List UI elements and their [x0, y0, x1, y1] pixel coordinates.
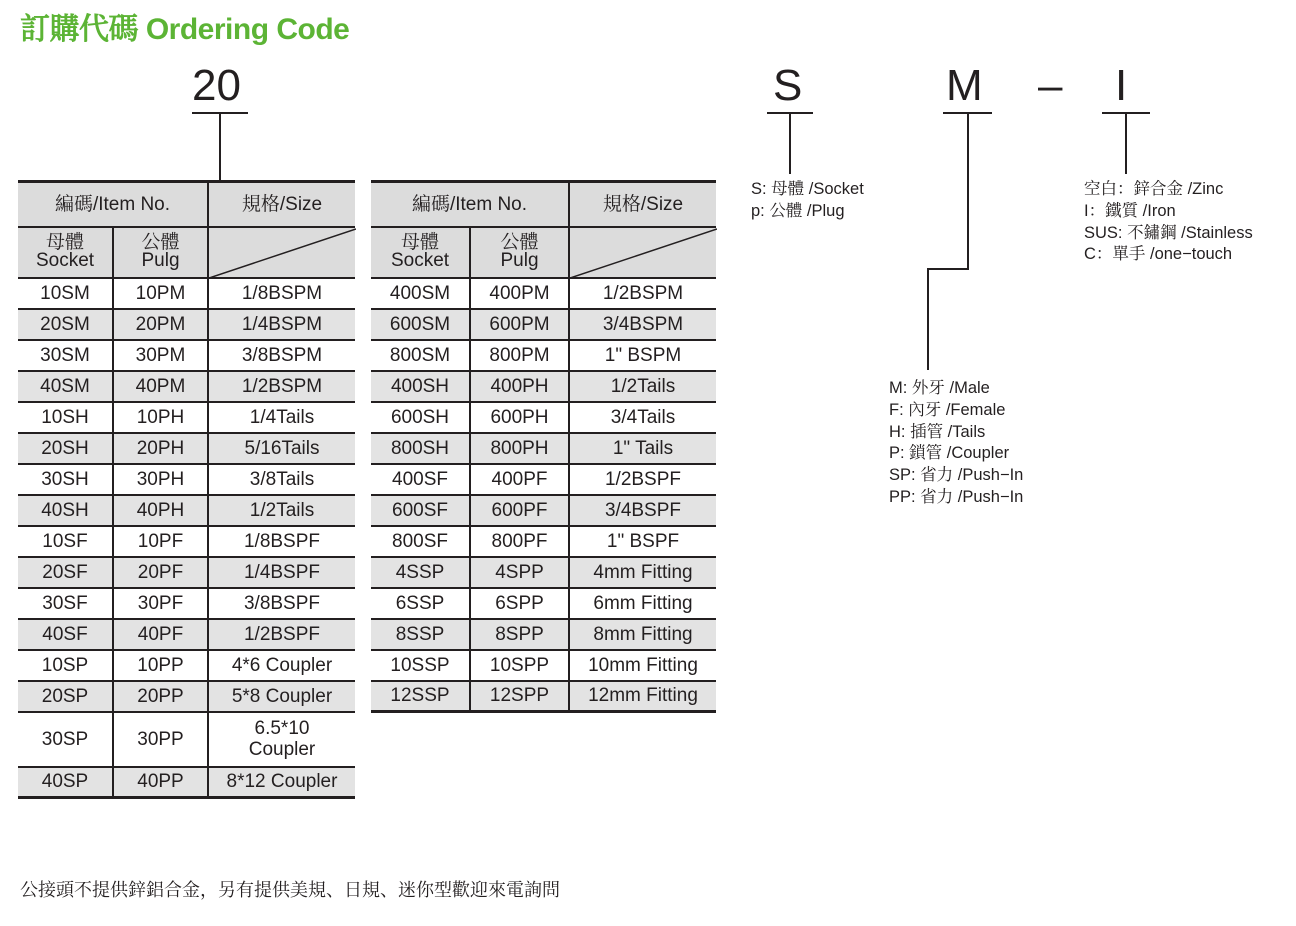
cell-socket-code: 10SF	[18, 526, 113, 557]
legend-m-item: P: 鎖管 /Coupler	[889, 444, 1010, 463]
table-row	[371, 340, 716, 371]
legend-m-item: SP: 省力 /Push−In	[889, 466, 1024, 485]
cell-socket-code: 6SSP	[371, 588, 470, 619]
cell-size: 1" BSPF	[569, 526, 716, 557]
cell-size: 1" BSPM	[569, 340, 716, 371]
legend-m-item: PP: 省力 /Push−In	[889, 487, 1024, 506]
cell-size: 3/8BSPM	[208, 340, 355, 371]
cell-size: 4*6 Coupler	[208, 650, 355, 681]
cell-plug-code: 400PH	[470, 371, 569, 402]
cell-size: 3/4Tails	[569, 402, 716, 433]
legend-s-item: p: 公體 /Plug	[751, 201, 845, 220]
cell-size: 6mm Fitting	[569, 588, 716, 619]
legend-material	[1084, 179, 1253, 266]
cell-plug-code: 12SPP	[470, 681, 569, 712]
cell-size: 1/4Tails	[208, 402, 355, 433]
cell-plug-code: 30PF	[113, 588, 208, 619]
cell-size: 1/2BSPM	[569, 278, 716, 309]
cell-socket-code: 40SF	[18, 619, 113, 650]
cell-socket-code: 20SF	[18, 557, 113, 588]
cell-size: 3/4BSPF	[569, 495, 716, 526]
cell-plug-code: 400PF	[470, 464, 569, 495]
cell-size: 3/4BSPM	[569, 309, 716, 340]
cell-size: 1/2BSPF	[208, 619, 355, 650]
cell-plug-code: 20PP	[113, 681, 208, 712]
diagonal-line	[209, 228, 356, 279]
cell-size: 8*12 Coupler	[208, 767, 355, 798]
table-row	[371, 650, 716, 681]
header-socket	[371, 227, 470, 278]
table-row	[371, 371, 716, 402]
cell-plug-code: 10PP	[113, 650, 208, 681]
table-row	[371, 681, 716, 712]
cell-size: 3/8BSPF	[208, 588, 355, 619]
header-plug	[113, 227, 208, 278]
table-row	[371, 588, 716, 619]
cell-socket-code: 30SH	[18, 464, 113, 495]
footnote: 公接頭不提供鋅鋁合金，另有提供美規、日規、迷你型歡迎來電詢問	[20, 880, 560, 900]
cell-size: 5/16Tails	[208, 433, 355, 464]
cell-plug-code: 40PP	[113, 767, 208, 798]
cell-plug-code: 20PM	[113, 309, 208, 340]
code-size-number: 20	[192, 61, 241, 110]
cell-plug-code: 10PH	[113, 402, 208, 433]
header-plug-zh: 公體	[141, 232, 180, 253]
cell-socket-code: 8SSP	[371, 619, 470, 650]
cell-size: 1/2Tails	[208, 495, 355, 526]
cell-socket-code: 800SF	[371, 526, 470, 557]
cell-size: 12mm Fitting	[569, 681, 716, 712]
legend-i-item: 空白：鋅合金 /Zinc	[1084, 180, 1224, 198]
table-row	[18, 767, 355, 798]
cell-socket-code: 20SH	[18, 433, 113, 464]
table-row	[371, 619, 716, 650]
cell-socket-code: 20SM	[18, 309, 113, 340]
header-plug-zh: 公體	[500, 232, 539, 253]
cell-plug-code: 20PH	[113, 433, 208, 464]
table-row	[18, 309, 355, 340]
header-socket-en: Socket	[35, 250, 95, 271]
cell-socket-code: 4SSP	[371, 557, 470, 588]
header-socket	[18, 227, 113, 278]
table-row	[18, 650, 355, 681]
code-m-connector-bend	[927, 268, 969, 270]
code-s-letter: S	[773, 61, 803, 110]
legend-m-item: H: 插管 /Tails	[889, 422, 986, 441]
table-row	[18, 557, 355, 588]
table-row	[18, 712, 355, 767]
cell-socket-code: 10SH	[18, 402, 113, 433]
cell-plug-code: 20PF	[113, 557, 208, 588]
cell-size: 4mm Fitting	[569, 557, 716, 588]
cell-plug-code: 30PP	[113, 712, 208, 767]
header-size: 規格/Size	[569, 182, 716, 227]
code-i-connector	[1125, 112, 1127, 174]
cell-plug-code: 30PM	[113, 340, 208, 371]
table-row	[371, 495, 716, 526]
cell-socket-code: 40SP	[18, 767, 113, 798]
legend-s-item: S: 母體 /Socket	[751, 180, 864, 198]
cell-socket-code: 600SM	[371, 309, 470, 340]
table-row	[18, 278, 355, 309]
header-plug	[470, 227, 569, 278]
table-row	[18, 433, 355, 464]
cell-plug-code: 4SPP	[470, 557, 569, 588]
code-s-connector	[789, 112, 791, 174]
cell-socket-code: 30SM	[18, 340, 113, 371]
cell-size: 1/2BSPF	[569, 464, 716, 495]
code-size-connector	[219, 112, 221, 182]
cell-socket-code: 400SM	[371, 278, 470, 309]
cell-size: 1/8BSPF	[208, 526, 355, 557]
cell-size: 1/2Tails	[569, 371, 716, 402]
legend-m-item: M: 外牙 /Male	[889, 379, 990, 397]
cell-plug-code: 600PH	[470, 402, 569, 433]
cell-socket-code: 400SF	[371, 464, 470, 495]
table-row	[18, 526, 355, 557]
code-m-connector-drop	[927, 268, 929, 370]
cell-plug-code: 30PH	[113, 464, 208, 495]
cell-socket-code: 40SH	[18, 495, 113, 526]
table-row	[18, 371, 355, 402]
cell-size: 1/2BSPM	[208, 371, 355, 402]
cell-socket-code: 800SH	[371, 433, 470, 464]
table-row	[18, 495, 355, 526]
code-dash: –	[1038, 61, 1063, 110]
code-i-letter: I	[1115, 61, 1128, 110]
table-row	[18, 340, 355, 371]
header-item-no: 編碼/Item No.	[18, 182, 208, 227]
table-row	[18, 464, 355, 495]
ordering-table-right	[371, 180, 716, 713]
header-diagonal-cell	[208, 227, 355, 278]
table-row	[371, 557, 716, 588]
cell-plug-code: 800PH	[470, 433, 569, 464]
cell-size: 3/8Tails	[208, 464, 355, 495]
cell-size: 8mm Fitting	[569, 619, 716, 650]
cell-socket-code: 40SM	[18, 371, 113, 402]
table-row	[371, 433, 716, 464]
code-m-letter: M	[946, 61, 983, 110]
header-plug-en: Pulg	[500, 250, 539, 271]
cell-plug-code: 800PM	[470, 340, 569, 371]
cell-size: 1/4BSPM	[208, 309, 355, 340]
cell-plug-code: 10PF	[113, 526, 208, 557]
table-row	[18, 402, 355, 433]
cell-socket-code: 10SM	[18, 278, 113, 309]
cell-plug-code: 40PF	[113, 619, 208, 650]
cell-socket-code: 20SP	[18, 681, 113, 712]
cell-socket-code: 10SSP	[371, 650, 470, 681]
legend-socket-plug	[751, 179, 864, 223]
table-row	[371, 278, 716, 309]
table-row	[18, 681, 355, 712]
cell-socket-code: 30SP	[18, 712, 113, 767]
cell-plug-code: 40PH	[113, 495, 208, 526]
legend-i-item: C：單手 /one−touch	[1084, 245, 1233, 264]
legend-connection-type	[889, 378, 1023, 509]
cell-plug-code: 600PM	[470, 309, 569, 340]
table-row	[371, 464, 716, 495]
header-diagonal-cell	[569, 227, 716, 278]
ordering-table-left	[18, 180, 355, 799]
table-row	[371, 309, 716, 340]
cell-socket-code: 600SH	[371, 402, 470, 433]
cell-size: 10mm Fitting	[569, 650, 716, 681]
cell-plug-code: 10SPP	[470, 650, 569, 681]
cell-plug-code: 400PM	[470, 278, 569, 309]
page-title: 訂購代碼 Ordering Code	[20, 13, 350, 46]
header-socket-en: Socket	[390, 250, 450, 271]
cell-plug-code: 600PF	[470, 495, 569, 526]
legend-m-item: F: 內牙 /Female	[889, 400, 1006, 419]
cell-size: 5*8 Coupler	[208, 681, 355, 712]
cell-size: 1" Tails	[569, 433, 716, 464]
cell-socket-code: 10SP	[18, 650, 113, 681]
header-plug-en: Pulg	[141, 250, 180, 271]
cell-plug-code: 40PM	[113, 371, 208, 402]
table-row	[371, 402, 716, 433]
cell-plug-code: 8SPP	[470, 619, 569, 650]
cell-plug-code: 10PM	[113, 278, 208, 309]
header-socket-zh: 母體	[400, 232, 439, 253]
header-size: 規格/Size	[208, 182, 355, 227]
table-row	[371, 526, 716, 557]
cell-socket-code: 12SSP	[371, 681, 470, 712]
cell-size: 1/4BSPF	[208, 557, 355, 588]
cell-socket-code: 600SF	[371, 495, 470, 526]
table-row	[18, 588, 355, 619]
cell-socket-code: 400SH	[371, 371, 470, 402]
cell-socket-code: 30SF	[18, 588, 113, 619]
cell-socket-code: 800SM	[371, 340, 470, 371]
table-row	[18, 619, 355, 650]
code-m-connector	[967, 112, 969, 270]
cell-plug-code: 800PF	[470, 526, 569, 557]
legend-i-item: I：鐵質 /Iron	[1084, 201, 1176, 220]
cell-size: 1/8BSPM	[208, 278, 355, 309]
legend-i-item: SUS: 不鏽鋼 /Stainless	[1084, 223, 1253, 242]
diagonal-line	[570, 228, 717, 279]
cell-plug-code: 6SPP	[470, 588, 569, 619]
header-item-no: 編碼/Item No.	[371, 182, 569, 227]
header-socket-zh: 母體	[45, 232, 84, 253]
cell-size: 6.5*10 Coupler	[208, 712, 355, 767]
